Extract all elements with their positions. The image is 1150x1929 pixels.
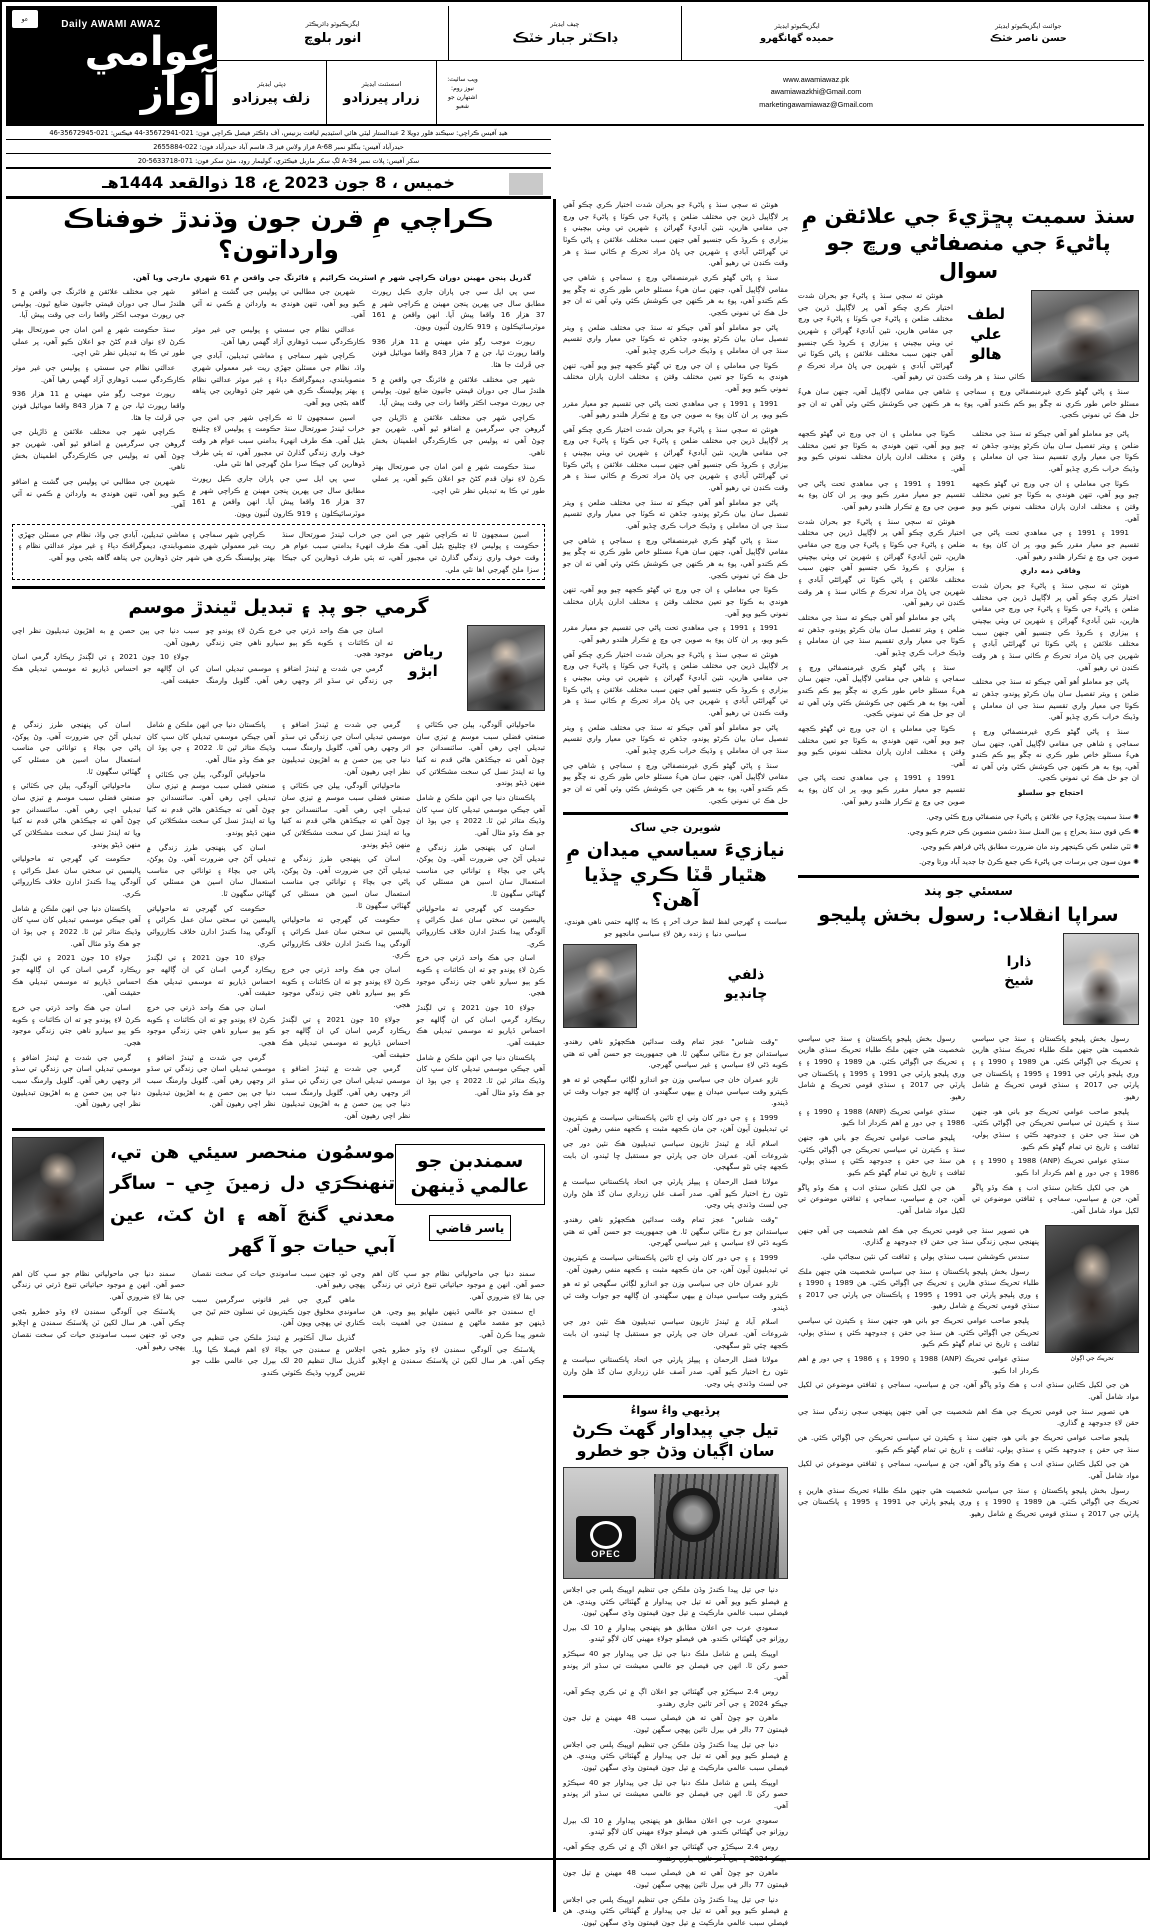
- para: جولاءِ 10 جون 2021 ۽ تي لڳندڙ ريڪارڊ گرمي اسان کي ان ڳالهه جو احساس ڏياريو ته موسمي تبديلي هڪ حقيقت آهي.: [146, 953, 276, 998]
- divider: [12, 586, 545, 589]
- para: پاڻي جو معاملو اُهو آهي جيڪو ته سنڌ جي مختلف ضلعن ۽ ويتر تفصيل سان بيان ڪرڻو پوندو، جڏهن ته ڪوٽا جي معيار واري تقسيم سنڌ جي ان معاملي ۽ وڌيڪ خراب ڪري ڇڏيو آهي.: [563, 497, 788, 531]
- para: حڪومت کي گهرجي ته ماحولياتي پاليسين تي سختي سان عمل ڪرائي ۽ آلودگي پيدا ڪندڙ ادارن خلاف ڪارروائي ڪري.: [281, 915, 411, 960]
- lead-article-demands-list: [798, 811, 1139, 869]
- mid-top-continuation: [563, 199, 788, 806]
- para: 1991 ۽ 1991 ۽ جي معاهدي تحت پاڻي جي تقسيم جو معيار مقرر ڪيو ويو، پر ان کان پوءِ به صوبن جي وچ ۾ تڪرار هلندو رهيو آهي.: [798, 773, 965, 806]
- staff-name: ڊاڪٽر جبار خٽڪ: [512, 31, 618, 47]
- author-photo-riaz: [467, 625, 545, 711]
- staff-cell-exec-editor: [681, 6, 913, 60]
- photo-zulfi-chandio: [563, 944, 637, 1028]
- para: اسلام آباد ۾ ٿيندڙ تازيون سياسي تبديليون هڪ نئين دور جي شروعات آهن. عمران خان جي پارٽي جو مستقبل ڇا ٿيندو، ان بابت ڪجهه چئي نٿو سگهجي.: [563, 1139, 788, 1172]
- pump-wheel-graphic: [666, 1488, 720, 1542]
- masthead-logo: [6, 6, 216, 124]
- author-last-name: شيخ: [1004, 972, 1034, 989]
- para: پاڪستان دنيا جي انهن ملڪن ۾ شامل آهي جيڪي موسمي تبديلي کان سڀ کان وڌيڪ متاثر ٿين ٿا. 2022 ۽ جي ٻوڏ ان جو هڪ وڏو مثال آهي.: [12, 903, 141, 948]
- staff-role: اسسٽنٽ ايڊيٽر: [361, 79, 402, 88]
- para: هونئن ته سڄي سنڌ ۽ پاڻيءَ جو بحران شدت اختيار ڪري چڪو آهي پر لاڳاپيل ڌرين جي مختلف ضلعن ۽ پاڻيءَ جي ڪوٽا ۽ پاڻيءَ جي ورڇ جي مقامي هارين، نئين آباديءَ گهرائن ۽ شهرين تي ويٺي بيچيني ۽ بيزاري ۽ ڪروڌ ڪي جنسيو آهي جنهن سبب مختلف علائقن ۽ پاڻي ڪوٽا تي گهرائڻي آبادي ۽ شهرين جي ڀاڻ مراد تحرڪ مِ ڪاٺي سنڌ ۽ هر وقت ڪنڊن تي رهيو آهي.: [798, 290, 1025, 382]
- para: اسان کي پنهنجي طرز زندگي ۾ تبديلي آڻڻ جي ضرورت آهي. وڻ پوکڻ، پاڻي جي بچاءَ ۽ توانائي جي مناسب استعمال سان اسين هن مسئلي کي گهٽائي سگهون ٿا.: [416, 842, 545, 899]
- staff-name: حسن ناصر خٽڪ: [990, 33, 1067, 45]
- bottom-photo-wrap: [1045, 1225, 1139, 1362]
- para: عدالتي نظام جي سستي ۽ پوليس جي غير موثر ڪارڪردگي سبب ڏوهاري آزاد گهمي رهيا آهن.: [192, 325, 365, 346]
- para: ماهرن جو چوڻ آهي ته هن فيصلي سبب 48 مهينن ۾ تيل جون قيمتون 77 ڊالر في بيرل تائين پهچي سگهن ٿيون.: [563, 1713, 788, 1735]
- para: گرمي جي شدت ۾ ٿيندڙ اضافو ۽ موسمي تبديلي اسان جي زندگي تي سڌو اثر وجهي رهي آهي. گلوبل وارمنگ سبب دنيا جي ٻين حصن ۾ به اهڙيون تبديليون نظر اچي رهيون آهن.: [281, 719, 411, 776]
- para: سنڌ حڪومت شهر ۾ امن امان جي صورتحال بهتر ڪرڻ لاءِ نوان قدم کڻڻ جو اعلان ڪيو آهي، پر عملي طور تي ڪا به تبديلي نظر نٿي اچي.: [372, 462, 545, 495]
- para: ڪراچي شهر جي مختلف علائقن ۾ ڌاڙيلن جي گروهن جي سرگرمين ۾ اضافو ٿيو آهي. شهرين جو چوڻ آهي ته پوليس جي ڪارڪردگي اطمينان بخش ناهي.: [372, 412, 545, 457]
- para: گذريل سال آڪٽوبر ۾ ٿيندڙ ملڪن جي تنظيم جي اجلاس ۾ سمنڊن جي بچاءَ لاءِ اهم فيصلا ڪيا ويا. گذريل سال تنظيم 20 لک بيرل جي عالمي طلب جو تقريبن گروپ وڌيڪ ڪٽوتي ڪندو.: [192, 1332, 365, 1377]
- author-name-riaz: رياض ابڙو: [402, 641, 444, 681]
- para: اوپيڪ پلس ۾ شامل ملڪ دنيا جي تيل جي پيداوار جو 40 سيڪڙو حصو رکن ٿا. انهن جي فيصلن جو عالمي معيشت تي سڌو اثر پوندو آهي.: [563, 1777, 788, 1810]
- para: هي تصوير سنڌ جي قومي تحريڪ جي هڪ اهم شخصيت جي آهي جنهن پنهنجي سڄي زندگي سنڌ جي حقن لاءِ جدوجهد ۾ گذاري.: [798, 1406, 1139, 1428]
- para: حڪومت کي گهرجي ته ماحولياتي پاليسين تي سختي سان عمل ڪرائي ۽ آلودگي پيدا ڪندڙ ادارن خلاف ڪارروائي ڪري.: [146, 903, 276, 948]
- para: روس 2.4 سيڪڙو جي گهٽتائي جو اعلان اڳ ۾ ئي ڪري چڪو آهي، جيڪو 2024 ۽ جي آخر تائين جاري رهندو.: [563, 1841, 788, 1863]
- para: هونئن ته سڄي سنڌ ۽ پاڻيءَ جو بحران شدت اختيار ڪري چڪو آهي پر لاڳاپيل ڌرين جي مختلف ضلعن ۽ پاڻيءَ جي ڪوٽا ۽ پاڻيءَ جي ورڇ جي مقامي هارين، نئين آباديءَ گهرائن ۽ شهرين تي ويٺي بيچيني ۽ بيزاري ۽ ڪروڌ ڪي جنسيو آهي جنهن سبب مختلف علائقن ۽ پاڻي ڪوٽا تي گهرائڻي آبادي ۽ شهرين جي ڀاڻ مراد تحرڪ مِ ڪاٺي سنڌ ۽ هر وقت ڪنڊن تي رهيو آهي.: [798, 516, 965, 608]
- mid-article-body: [563, 1036, 788, 1389]
- para: سنڌ ۽ پاڻي گهڻو ڪري غيرمنصفاڻي ورڇ ۽ سماجي ۽ شاهي جي مقامي لاڳاپيل آهي، جنهن سان هيءُ مسئلو خاص طور ڪري نه چڱو ٻيو ڪم ڪندو آهي، پوءِ به هر ڪنهن جي ڪوشش ڪئي وئي آهي ته ان جو حل هڪ ئي نموني ڪجي.: [798, 662, 965, 719]
- article-ocean-headline: سمندبن جو عالمي ڏينهن: [395, 1144, 545, 1205]
- para: 1999 ۽ ۽ جي دور کان وٺي اڄ تائين پاڪستاني سياست ۾ ڪيتريون ئي تبديليون آيون آهن، جن مان ڪجهه مثبت ۽ ڪجهه منفي رهيون آهن.: [563, 1253, 788, 1274]
- author-photo-zulfi-wrap: [563, 944, 637, 1028]
- para: 1991 ۽ 1991 ۽ جي معاهدي تحت پاڻي جي تقسيم جو معيار مقرر ڪيو ويو، پر ان کان پوءِ به صوبن جي وچ ۾ تڪرار هلندو رهيو آهي.: [972, 528, 1139, 561]
- lead-article-body: [798, 428, 1139, 807]
- karachi-intro: گذريل پنجن مهينن دوران ڪراچي شهر مِ اسٽريٽ ڪرائيم ۽ فائرنگ جي واقعن مِ 61 شهري مارجي ويا آهن.: [132, 272, 531, 282]
- para: گرمي جي شدت ۾ ٿيندڙ اضافو ۽ موسمي تبديلي اسان جي زندگي تي سڌو اثر وجهي رهي آهي. گلوبل وارمنگ سبب دنيا جي ٻين حصن ۾ به اهڙيون تبديليون نظر اچي رهيون آهن.: [12, 625, 393, 685]
- para: دنيا جي تيل پيدا ڪندڙ وڏن ملڪن جي تنظيم اوپيڪ پلس جي اجلاس ۾ فيصلو ڪيو ويو آهي ته تيل جي پيداوار ۾ گهٽتائي ڪئي ويندي. هن فيصلي سبب عالمي مارڪيٽ ۾ تيل جون قيمتون وڌي سگهن ٿيون.: [563, 1584, 788, 1618]
- contact-labels-cell: [436, 61, 488, 124]
- para: ڪوٽا جي معاملي ۽ ان جي ورڇ تي گهڻو ڪجهه چيو ويو آهي، تنهن هوندي به ڪوٽا جو تعين مختلف وقتن ۽ مختلف ادارن پاران مختلف نموني ڪيو ويو آهي.: [972, 478, 1139, 523]
- para: رپورٽ موجب رڳو مئي مهيني ۾ 11 هزار 936 واقعا رپورٽ ٿيا، جن ۾ 7 هزار 843 واقعا موبائيل فونن جي ڦرلٽ جا هئا.: [372, 336, 546, 370]
- para: رپورٽ موجب رڳو مئي مهيني ۾ 11 هزار 936 واقعا رپورٽ ٿيا، جن ۾ 7 هزار 843 واقعا موبائيل فونن جي ڦرلٽ جا هئا.: [12, 389, 186, 422]
- para: ڪوٽا جي معاملي ۽ ان جي ورڇ تي گهڻو ڪجهه چيو ويو آهي، تنهن هوندي به ڪوٽا جو تعين مختلف وقتن ۽ مختلف ادارن پاران مختلف نموني ڪيو ويو آهي.: [798, 429, 965, 474]
- para: جولاءِ 10 جون 2021 ۽ تي لڳندڙ ريڪارڊ گرمي اسان کي ان ڳالهه جو احساس ڏياريو ته موسمي تبديلي هڪ حقيقت آهي.: [12, 953, 141, 998]
- para: تازو عمران خان جي سياسي وزن جو اندازو لڳائي سگهجي ٿو ته هو ڪيترو وقت سياسي ميدان ۾ بيهي سگهندو. ان ڳالهه جو جواب وقت ئي ڏيندو.: [563, 1074, 788, 1108]
- mid-author-area: [563, 944, 788, 1032]
- oil-article-kicker: پرڏيهي واءُ سواءُ: [630, 1404, 721, 1418]
- dateline-text: خميس ، 8 جون 2023 ع، 18 ذوالقعد 1444هـ: [102, 173, 455, 192]
- para: هن جي لکيل ڪتابن سنڌي ادب ۽ هڪ وڏو ڀاڱو آهن، جن ۾ سياسي، سماجي ۽ ثقافتي موضوعن تي لکيل مواد شامل آهي.: [798, 1459, 1139, 1481]
- para: سي پي ايل سي جي پاران جاري ڪيل رپورٽ مطابق سال جي پهرين پنجن مهينن ۾ ڪراچي شهر ۾ 37 هزار 16 واقعا پيش آيا. انهن واقعن ۾ 161 موٽرسائيڪلون ۽ 919 ڪارون لُٽيون ويون.: [372, 287, 545, 332]
- main-content-grid: [6, 199, 1144, 1927]
- oil-article-headline: تيل جي پيداوار گهٽ ڪرڻ سان اڳيان وڌڻ جو خطرو: [572, 1420, 779, 1461]
- oil-article-body: [563, 1584, 788, 1929]
- staff-cell-exec-director: [216, 6, 448, 60]
- para: ماهرن جو چوڻ آهي ته هن فيصلي سبب 48 مهينن ۾ تيل جون قيمتون 77 ڊالر في بيرل تائين پهچي سگهن ٿيون.: [563, 1868, 788, 1889]
- photo-yasir-qazi: [12, 1137, 104, 1241]
- para: پاڪستان دنيا جي انهن ملڪن ۾ شامل آهي جيڪي موسمي تبديلي کان سڀ کان وڌيڪ متاثر ٿين ٿا. 2022 ۽ جي ٻوڏ ان جو هڪ وڏو مثال آهي.: [416, 1052, 545, 1097]
- staff-row-top: [216, 6, 1144, 61]
- bottom-left-photo-area: [798, 1225, 1139, 1523]
- subhead: وفاقي ذمه داري: [1020, 566, 1081, 576]
- column-middle: [558, 199, 793, 1927]
- para: سنڌ ۽ پاڻي گهڻو ڪري غيرمنصفاڻي ورڇ ۽ سماجي ۽ شاهي جي مقامي لاڳاپيل آهي، جنهن سان هيءُ مسئلو خاص طور ڪري نه چڱو ٻيو ڪم ڪندو آهي، پوءِ به هر ڪنهن جي ڪوشش ڪئي وئي آهي ته ان جو حل هڪ ئي نموني ڪجي.: [563, 535, 788, 580]
- para: رسول بخش پليجو پاڪستان ۽ سنڌ جي سياسي شخصيت هئي جنهن ملڪ طلباء تحريڪ سنڌي هارين ۽ تحريڪ جي اڳواڻي ڪئي. هن 1989 ۽ 1990 ۽ ۽ وري پليجو پارٽي جي 1991 ۽ 1995 ۽ پاڪستان جي پارٽي جي 2017 ۽ سنڌي قومي تحريڪ ۾ شامل رهيو.: [972, 1033, 1140, 1101]
- para: ڪوٽا جي معاملي ۽ ان جي ورڇ تي گهڻو ڪجهه چيو ويو آهي، تنهن هوندي به ڪوٽا جو تعين مختلف وقتن ۽ مختلف ادارن پاران مختلف نموني ڪيو ويو آهي.: [563, 360, 788, 393]
- list-item: ✺ سنڌ سميت پڇڙيءَ جي علائقن ۽ پاڻيءَ جي منصفاڻي ورڇ ڪئي وڃي.: [798, 811, 1139, 824]
- para: ڪوٽا جي معاملي ۽ ان جي ورڇ تي گهڻو ڪجهه چيو ويو آهي، تنهن هوندي به ڪوٽا جو تعين مختلف وقتن ۽ مختلف ادارن پاران مختلف نموني ڪيو ويو آهي.: [563, 585, 788, 618]
- para: اسان جي هڪ واحد ڌرتي جي خرچ ڪرڻ لاءِ پوندو چو ته ان ڪائنات ۽ ڪوبه ڪو ٻيو سيارو ناهي جتي زندگي موجود هجي.: [281, 965, 411, 1010]
- deputy-editor-cell: [216, 61, 326, 124]
- photo-riaz-abro: [467, 625, 545, 711]
- para: ڪراچي شهر جي مختلف علائقن ۾ ڌاڙيلن جي گروهن جي سرگرمين ۾ اضافو ٿيو آهي. شهرين جو چوڻ آهي ته پوليس جي ڪارڪردگي اطمينان بخش ناهي.: [12, 427, 185, 472]
- ocean-title-block: [395, 1141, 545, 1241]
- article-karachi-crime-body: [12, 272, 545, 520]
- para: سمنڊ دنيا جي ماحولياتي نظام جو سڀ کان اهم حصو آهن. انهن ۾ موجود حياتياتي تنوع ڌرتي تي زندگي جي بقا لاءِ ضروري آهي.: [372, 1268, 545, 1301]
- para: اسان جي هڪ واحد ڌرتي جي خرچ ڪرڻ لاءِ پوندو چو ته ان ڪائنات ۽ ڪوبه ڪو ٻيو سيارو ناهي جتي زندگي موجود هجي.: [416, 953, 545, 998]
- para: شهرين جي مطالبي تي پوليس جي گشت ۾ اضافو ڪيو ويو آهي، تنهن هوندي به وارداتن ۾ ڪمي نه آئي آهي.: [12, 477, 185, 510]
- staff-name: انور بلوچ: [304, 31, 362, 47]
- staff-cell-chief-editor: [448, 6, 680, 60]
- column-divider-right: [553, 199, 556, 1912]
- para: اسان کي پنهنجي طرز زندگي ۾ تبديلي آڻڻ جي ضرورت آهي. وڻ پوکڻ، پاڻي جي بچاءَ ۽ توانائي جي مناسب استعمال سان اسين هن مسئلي کي گهٽائي سگهون ٿا.: [12, 719, 141, 776]
- para: گرمي جي شدت ۾ ٿيندڙ اضافو ۽ موسمي تبديلي اسان جي زندگي تي سڌو اثر وجهي رهي آهي. گلوبل وارمنگ سبب دنيا جي ٻين حصن ۾ به اهڙيون تبديليون نظر اچي رهيون آهن.: [12, 1052, 141, 1109]
- author-photo-lutuf-wrap: [1031, 290, 1139, 382]
- para: سنڌ حڪومت شهر ۾ امن امان جي صورتحال بهتر ڪرڻ لاءِ نوان قدم کڻڻ جو اعلان ڪيو آهي، پر عملي طور تي ڪا به تبديلي نظر نٿي اچي.: [12, 325, 185, 358]
- para: پاڻي جو معاملو اُهو آهي جيڪو ته سنڌ جي مختلف ضلعن ۽ ويتر تفصيل سان بيان ڪرڻو پوندو، جڏهن ته ڪوٽا جي معيار واري تقسيم سنڌ جي ان معاملي ۽ وڌيڪ خراب ڪري ڇڏيو آهي.: [563, 322, 788, 355]
- sustainability-headline: سراپا انقلاب: رسول بخش پليجو: [818, 904, 1119, 927]
- sustainability-kicker: سسئي جو پند: [924, 884, 1013, 900]
- author-photo-zara-wrap: [1063, 933, 1139, 1025]
- mid-article-intro: سياست ۽ گهرجي لفظ لفظ حرف آخر ۽ ڪا به ڳالهه حتمي ناهي هوندي، سياسي دنيا ۽ زنده رهڻ لاءِ سياسي مانجهو جو: [564, 918, 787, 938]
- para: مولانا فضل الرحمان ۽ پيپلز پارٽي جي اتحاد پاڪستاني سياست ۾ نئون رخ اختيار ڪيو آهي. صدر آصف علي زرداري سان گڏ هلڻ وارن جي لسٽ وڌندي پئي وڃي.: [563, 1177, 788, 1210]
- para: سنڌ ۽ پاڻي گهڻو ڪري غيرمنصفاڻي ورڇ ۽ سماجي ۽ شاهي جي مقامي لاڳاپيل آهي، جنهن سان هيءُ مسئلو خاص طور ڪري نه چڱو ٻيو ڪم ڪندو آهي، پوءِ به هر ڪنهن جي ڪوشش ڪئي وئي آهي ته ان جو حل هڪ ئي نموني ڪجي.: [563, 760, 788, 805]
- para: جولاءِ 10 جون 2021 ۽ تي لڳندڙ ريڪارڊ گرمي اسان کي ان ڳالهه جو احساس ڏياريو ته موسمي تبديلي هڪ حقيقت آهي.: [416, 1003, 545, 1047]
- website-label: ويب سائيٽ:: [447, 75, 478, 83]
- para: سعودي عرب جي اعلان مطابق هو پنهنجي پيداوار ۾ 10 لک بيرل روزانو جي گهٽتائي ڪندو. هي فيصلو جولاءِ مهيني کان لاڳو ٿيندو.: [563, 1815, 788, 1837]
- para: ماهي گيري جي غير قانوني سرگرمين سبب سامونڊي مخلوق جون ڪيتريون ئي نسلون ختم ٿيڻ جي ڪناري تي پهچي ويون آهن.: [192, 1294, 365, 1328]
- opec-illustration: [563, 1467, 788, 1579]
- para: سنڌ ۽ پاڻي گهڻو ڪري غيرمنصفاڻي ورڇ ۽ سماجي ۽ شاهي جي مقامي لاڳاپيل آهي، جنهن سان هيءُ مسئلو خاص طور ڪري نه چڱو ٻيو ڪم ڪندو آهي، پوءِ به هر ڪنهن جي ڪوشش ڪئي وئي آهي ته ان جو حل هڪ ئي نموني ڪجي.: [972, 726, 1139, 783]
- address-karachi: هيڊ آفيس ڪراچي: سيڪنڊ فلور ڊويلا 2 عبدالستار ليٽي هائي اسٽيڊيم ليافت بزنيس، آف ڊاڪٽر فيصل ڪراچي فون: 021-35672941-44 فيڪس: 021-35672945-46: [6, 126, 551, 140]
- para: پاڻي جو معاملو اُهو آهي جيڪو ته سنڌ جي مختلف ضلعن ۽ ويتر تفصيل سان بيان ڪرڻو پوندو، جڏهن ته ڪوٽا جي معيار واري تقسيم سنڌ جي ان معاملي ۽ وڌيڪ خراب ڪري ڇڏيو آهي.: [563, 722, 788, 755]
- article-karachi-crime-headline: ڪراچي مِ قرن جون وڌندڙ خوفناڪ وارداتون؟: [63, 204, 494, 265]
- staff-cell-joint-editor: [913, 6, 1144, 60]
- para: 1999 ۽ ۽ جي دور کان وٺي اڄ تائين پاڪستاني سياست ۾ ڪيتريون ئي تبديليون آيون آهن، جن مان ڪجهه مثبت ۽ ڪجهه منفي رهيون آهن.: [563, 1112, 788, 1134]
- para: پلاسٽڪ جي آلودگي سمنڊن لاءِ وڏو خطرو بڻجي چڪي آهي. هر سال لکين ٽن پلاسٽڪ سمنڊن ۾ اڇلايو وڃي ٿو، جنهن سبب سامونڊي حيات کي سخت نقصان پهچي رهيو آهي.: [12, 1306, 185, 1351]
- staff-role: ايگزيڪيوٽو ايڊيٽر: [774, 22, 820, 31]
- para: پليجو صاحب عوامي تحريڪ جو باني هو، جنهن سنڌ ۽ ڪيترن ئي سياسي تحريڪن جي اڳواڻي ڪئي. هن سنڌ جي حقن ۽ جدوجهد ڪئي ۽ سنڌي ٻولي، ثقافت ۽ تاريخ تي تمام گهڻو ڪم ڪيو.: [972, 1106, 1139, 1151]
- article-weather-body: [12, 719, 545, 1122]
- para: ماحولياتي آلودگي، ٻيلن جي ڪٽائي ۽ صنعتي فضلي سبب موسم ۾ تيزي سان تبديلي اچي رهي آهي. سائنسدانن جو چوڻ آهي ته جيڪڏهن هاڻي قدم نه کنيا ويا ته ايندڙ نسل کي سخت مشڪلاتن کي منهن ڏيڻو پوندو.: [281, 781, 411, 849]
- author-first-name: ذارا: [1006, 953, 1032, 970]
- para: روس 2.4 سيڪڙو جي گهٽتائي جو اعلان اڳ ۾ ئي ڪري چڪو آهي، جيڪو 2024 ۽ جي آخر تائين جاري رهندو.: [563, 1687, 788, 1708]
- staff-name: حميده گهانگهرو: [760, 33, 835, 45]
- para: پليجو صاحب عوامي تحريڪ جو باني هو، جنهن سنڌ ۽ ڪيترن ئي سياسي تحريڪن جي اڳواڻي ڪئي. هن سنڌ جي حقن ۽ جدوجهد ڪئي ۽ سنڌي ٻولي، ثقافت ۽ تاريخ تي تمام گهڻو ڪم ڪيو.: [798, 1132, 965, 1177]
- para: اڄ سمنڊن جو عالمي ڏينهن ملهايو پيو وڃي. هن ڏينهن جو مقصد ماڻهن ۾ سمنڊن جي اهميت بابت شعور پيدا ڪرڻ آهي.: [372, 1306, 545, 1339]
- para: سنڌ ۽ پاڻي گهڻو ڪري غيرمنصفاڻي ورڇ ۽ سماجي ۽ شاهي جي مقامي لاڳاپيل آهي، جنهن سان هيءُ مسئلو خاص طور ڪري نه چڱو ٻيو ڪم ڪندو آهي، پوءِ به هر ڪنهن جي ڪوشش ڪئي وئي آهي ته ان جو حل هڪ ئي نموني ڪجي.: [798, 387, 1139, 420]
- para: اسان جي هڪ واحد ڌرتي جي خرچ ڪرڻ لاءِ پوندو چو ته ان ڪائنات ۽ ڪوبه ڪو ٻيو سيارو ناهي جتي زندگي موجود هجي.: [146, 1003, 276, 1047]
- masthead-english-title: Daily AWAMI AWAZ: [61, 18, 161, 30]
- para: 1991 ۽ 1991 ۽ جي معاهدي تحت پاڻي جي تقسيم جو معيار مقرر ڪيو ويو، پر ان کان پوءِ به صوبن جي وچ ۾ تڪرار هلندو رهيو آهي.: [798, 478, 965, 512]
- para: عدالتي نظام جي سستي ۽ پوليس جي غير موثر ڪارڪردگي سبب ڏوهاري آزاد گهمي رهيا آهن.: [12, 363, 185, 384]
- para: ماحولياتي آلودگي، ٻيلن جي ڪٽائي ۽ صنعتي فضلي سبب موسم ۾ تيزي سان تبديلي اچي رهي آهي. سائنسدانن جو چوڻ آهي ته جيڪڏهن هاڻي قدم نه کنيا ويا ته ايندڙ نسل کي سخت مشڪلاتن کي منهن ڏيڻو پوندو.: [416, 719, 545, 788]
- divider: [12, 1128, 545, 1131]
- para: ماحولياتي آلودگي، ٻيلن جي ڪٽائي ۽ صنعتي فضلي سبب موسم ۾ تيزي سان تبديلي اچي رهي آهي. سائنسدانن جو چوڻ آهي ته جيڪڏهن هاڻي قدم نه کنيا ويا ته ايندڙ نسل کي سخت مشڪلاتن کي منهن ڏيڻو پوندو.: [12, 781, 141, 849]
- author-name-zulfi: ذلفي چانڊيو: [724, 966, 768, 1002]
- article-weather-head-area: [12, 625, 545, 715]
- website-url[interactable]: www.awamiawaz.pk: [782, 75, 850, 85]
- address-sukkur: سکر آفيس: پلاٽ نمبر A-34 لڳ سکر ماربل فيڪٽري، گوليمار روڊ، مٺڻ سکر فون: 071-5633718-20: [137, 156, 420, 165]
- author-name-lutuf: لطف علي هالو: [966, 304, 1006, 364]
- article-weather-headline: گرمي جو پڊ ۽ تبديل ٿيندڙ موسم: [128, 596, 429, 619]
- staff-role: چيف ايڊيٽر: [550, 20, 580, 29]
- para: پاڻي جو معاملو اُهو آهي جيڪو ته سنڌ جي مختلف ضلعن ۽ ويتر تفصيل سان بيان ڪرڻو پوندو، جڏهن ته ڪوٽا جي معيار واري تقسيم سنڌ جي ان معاملي ۽ وڌيڪ خراب ڪري ڇڏيو آهي.: [972, 429, 1139, 474]
- para: سنڌي عوامي تحريڪ (ANP) 1988 ۽ 1990 ۽ ۽ 1986 ۽ جي دور ۾ اهم ڪردار ادا ڪيو.: [798, 1106, 965, 1128]
- author-name-yasir: ياسر قاضي: [429, 1215, 512, 1241]
- para: حڪومت کي گهرجي ته ماحولياتي پاليسين تي سختي سان عمل ڪرائي ۽ آلودگي پيدا ڪندڙ ادارن خلاف ڪارروائي ڪري.: [12, 854, 141, 899]
- address-block: [6, 126, 551, 169]
- para: ماحولياتي آلودگي، ٻيلن جي ڪٽائي ۽ صنعتي فضلي سبب موسم ۾ تيزي سان تبديلي اچي رهي آهي. سائنسدانن جو چوڻ آهي ته جيڪڏهن هاڻي قدم نه کنيا ويا ته ايندڙ نسل کي سخت مشڪلاتن کي منهن ڏيڻو پوندو.: [146, 769, 276, 837]
- sustainability-author-area: [798, 933, 1139, 1029]
- para: دنيا جي تيل پيدا ڪندڙ وڏن ملڪن جي تنظيم اوپيڪ پلس جي اجلاس ۾ فيصلو ڪيو ويو آهي ته تيل جي پيداوار ۾ گهٽتائي ڪئي ويندي. هن فيصلي سبب عالمي مارڪيٽ ۾ تيل جون قيمتون وڌي سگهن ٿيون.: [563, 1739, 788, 1773]
- article-ocean-body: [12, 1268, 545, 1379]
- para: پاڻي جو معاملو اُهو آهي جيڪو ته سنڌ جي مختلف ضلعن ۽ ويتر تفصيل سان بيان ڪرڻو پوندو، جڏهن ته ڪوٽا جي معيار واري تقسيم سنڌ جي ان معاملي ۽ وڌيڪ خراب ڪري ڇڏيو آهي.: [798, 612, 965, 657]
- staff-name: زلف پيرزادو: [232, 90, 311, 106]
- masthead-staff-panel: [216, 6, 1144, 124]
- para: اسين سمجهون ٿا ته ڪراچي شهر جي امن جي خراب ٿيندڙ صورتحال سنڌ حڪومت ۽ پوليس لاءِ چئلينج بڻيل آهي. هڪ طرف انهيءَ بدامني سبب عوام هر وقت خوف واري زندگي گذارڻ تي مجبور آهي، ته ٻئي طرف ڏوهارين کي جيڪا سزا ملڻ گهرجي اها نٿي ملي.: [282, 529, 539, 574]
- para: هونئن ته سڄي سنڌ ۽ پاڻيءَ جو بحران شدت اختيار ڪري چڪو آهي پر لاڳاپيل ڌرين جي مختلف ضلعن ۽ پاڻيءَ جي ڪوٽا ۽ پاڻيءَ جي ورڇ جي مقامي هارين، نئين آباديءَ گهرائن ۽ شهرين تي ويٺي بيچيني ۽ بيزاري ۽ ڪروڌ ڪي جنسيو آهي جنهن سبب مختلف علائقن ۽ پاڻي ڪوٽا تي گهرائڻي آبادي ۽ شهرين جي ڀاڻ مراد تحرڪ مِ ڪاٺي سنڌ ۽ هر وقت ڪنڊن تي رهيو آهي.: [563, 424, 788, 493]
- ads-label: اشتهارن جو شعبو: [447, 93, 478, 110]
- para: حڪومت کي گهرجي ته ماحولياتي پاليسين تي سختي سان عمل ڪرائي ۽ آلودگي پيدا ڪندڙ ادارن خلاف ڪارروائي ڪري.: [416, 903, 545, 948]
- para: سي پي ايل سي جي پاران جاري ڪيل رپورٽ مطابق سال جي پهرين پنجن مهينن ۾ ڪراچي شهر ۾ 37 هزار 16 واقعا پيش آيا. انهن واقعن ۾ 161 موٽرسائيڪلون ۽ 919 ڪارون لُٽيون ويون.: [192, 474, 365, 518]
- sustainability-body: [798, 1033, 1139, 1220]
- list-item: ✺ ڪي قوي سنڌ بحراج ۽ بين المنل سنڌ دشمن منصوبن ڪي خترم ڪيو وڃي.: [798, 826, 1139, 839]
- para: هونئن ته سڄي سنڌ ۽ پاڻيءَ جو بحران شدت اختيار ڪري چڪو آهي پر لاڳاپيل ڌرين جي مختلف ضلعن ۽ پاڻيءَ جي ڪوٽا ۽ پاڻيءَ جي ورڇ جي مقامي هارين، نئين آباديءَ گهرائن ۽ شهرين تي ويٺي بيچيني ۽ بيزاري ۽ ڪروڌ ڪي جنسيو آهي جنهن سبب مختلف علائقن ۽ پاڻي ڪوٽا تي گهرائڻي آبادي ۽ شهرين جي ڀاڻ مراد تحرڪ مِ ڪاٺي سنڌ ۽ هر وقت ڪنڊن تي رهيو آهي.: [563, 200, 788, 268]
- masthead-addresses-and-date: [6, 126, 551, 199]
- para: پليجو صاحب عوامي تحريڪ جو باني هو، جنهن سنڌ ۽ ڪيترن ئي سياسي تحريڪن جي اڳواڻي ڪئي. هن سنڌ جي حقن ۽ جدوجهد ڪئي ۽ سنڌي ٻولي، ثقافت ۽ تاريخ تي تمام گهڻو ڪم ڪيو.: [798, 1316, 1039, 1349]
- article-ocean-head-area: [12, 1137, 545, 1263]
- para: سنڌ ۽ پاڻي گهڻو ڪري غيرمنصفاڻي ورڇ ۽ سماجي ۽ شاهي جي مقامي لاڳاپيل آهي، جنهن سان هيءُ مسئلو خاص طور ڪري نه چڱو ٻيو ڪم ڪندو آهي، پوءِ به هر ڪنهن جي ڪوشش ڪئي وئي آهي ته ان جو حل هڪ ئي نموني ڪجي.: [563, 272, 788, 317]
- para: هن جي لکيل ڪتابن سنڌي ادب ۽ هڪ وڏو ڀاڱو آهن، جن ۾ سياسي، سماجي ۽ ثقافتي موضوعن تي لکيل مواد شامل آهي.: [972, 1182, 1139, 1215]
- para: اوپيڪ پلس ۾ شامل ملڪ دنيا جي تيل جي پيداوار جو 40 سيڪڙو حصو رکن ٿا. انهن جي فيصلن جو عالمي معيشت تي سڌو اثر پوندو آهي.: [563, 1649, 788, 1682]
- mid-article-kicker: شويرن جي ساک: [629, 821, 721, 835]
- para: هونئن ته سڄي سنڌ ۽ پاڻيءَ جو بحران شدت اختيار ڪري چڪو آهي پر لاڳاپيل ڌرين جي مختلف ضلعن ۽ پاڻيءَ جي ڪوٽا ۽ پاڻيءَ جي ورڇ جي مقامي هارين، نئين آباديءَ گهرائن ۽ شهرين تي ويٺي بيچيني ۽ بيزاري ۽ ڪروڌ ڪي جنسيو آهي جنهن سبب مختلف علائقن ۽ پاڻي ڪوٽا تي گهرائڻي آبادي ۽ شهرين جي ڀاڻ مراد تحرڪ مِ ڪاٺي سنڌ ۽ هر وقت ڪنڊن تي رهيو آهي.: [972, 580, 1139, 672]
- karachi-closing-copy: [18, 529, 539, 576]
- para: رسول بخش پليجو پاڪستان ۽ سنڌ جي سياسي شخصيت هئي جنهن ملڪ طلباء تحريڪ سنڌي هارين ۽ تحريڪ جي اڳواڻي ڪئي. هن 1989 ۽ 1990 ۽ ۽ وري پليجو پارٽي جي 1991 ۽ 1995 ۽ پاڪستان جي پارٽي جي 2017 ۽ سنڌي قومي تحريڪ ۾ شامل رهيو.: [798, 1033, 966, 1101]
- assistant-editor-cell: [326, 61, 436, 124]
- para: اسان کي پنهنجي طرز زندگي ۾ تبديلي آڻڻ جي ضرورت آهي. وڻ پوکڻ، پاڻي جي بچاءَ ۽ توانائي جي مناسب استعمال سان اسين هن مسئلي کي گهٽائي سگهون ٿا.: [281, 854, 411, 910]
- lead-head-area: [798, 290, 1139, 424]
- para: اسين سمجهون ٿا ته ڪراچي شهر جي امن جي خراب ٿيندڙ صورتحال سنڌ حڪومت ۽ پوليس لاءِ چئلينج بڻيل آهي. هڪ طرف انهيءَ بدامني سبب عوام هر وقت خوف واري زندگي گذارڻ تي مجبور آهي، ته ٻئي طرف ڏوهارين کي جيڪا سزا ملڻ گهرجي اها نٿي ملي.: [192, 412, 365, 469]
- staff-name: زرار پيرزادو: [343, 90, 420, 106]
- para: پلاسٽڪ جي آلودگي سمنڊن لاءِ وڏو خطرو بڻجي چڪي آهي. هر سال لکين ٽن پلاسٽڪ سمنڊن ۾ اڇلايو وڃي ٿو، جنهن سبب سامونڊي حيات کي سخت نقصان پهچي رهيو آهي.: [192, 1268, 545, 1366]
- para: 1991 ۽ 1991 ۽ جي معاهدي تحت پاڻي جي تقسيم جو معيار مقرر ڪيو ويو، پر ان کان پوءِ به صوبن جي وچ ۾ تڪرار هلندو رهيو آهي.: [563, 398, 788, 420]
- para: سندس ڪوششن سبب سنڌي ٻولي ۽ ثقافت کي نئين سڃاڻپ ملي.: [820, 1251, 1029, 1261]
- author-name-zara: [989, 953, 1049, 991]
- list-item: ✺ ٺٽي ضلعي ڪي ڪينجهر ونڊ مان ضرورت مطابق پاڻي فراهم ڪيو وڃي.: [798, 841, 1139, 854]
- mid-article-headline: نيازيءَ سياسي ميدان مِ هٿيار ڦٽا ڪري ڇڏيا آهن؟: [566, 839, 785, 911]
- para: سنڌي عوامي تحريڪ (ANP) 1988 ۽ 1990 ۽ ۽ 1986 ۽ جي دور ۾ اهم ڪردار ادا ڪيو.: [972, 1156, 1139, 1177]
- para: گرمي جي شدت ۾ ٿيندڙ اضافو ۽ موسمي تبديلي اسان جي زندگي تي سڌو اثر وجهي رهي آهي. گلوبل وارمنگ سبب دنيا جي ٻين حصن ۾ به اهڙيون تبديليون نظر اچي رهيون آهن.: [146, 1052, 276, 1109]
- column-right: [6, 199, 551, 1912]
- photo-lutuf-ali-halo: [1031, 290, 1139, 382]
- photo-zara-shaikh: [1063, 933, 1139, 1025]
- para: پاڻي جو معاملو اُهو آهي جيڪو ته سنڌ جي مختلف ضلعن ۽ ويتر تفصيل سان بيان ڪرڻو پوندو، جڏهن ته ڪوٽا جي معيار واري تقسيم سنڌ جي ان معاملي ۽ وڌيڪ خراب ڪري ڇڏيو آهي.: [972, 677, 1139, 722]
- staff-role: ايگزيڪيوٽو ڊائريڪٽر: [305, 20, 360, 29]
- photo-caption: تحريڪ جي اڳواڻ: [1070, 1354, 1114, 1362]
- para: رسول بخش پليجو پاڪستان ۽ سنڌ جي سياسي شخصيت هئي جنهن ملڪ طلباء تحريڪ سنڌي هارين ۽ تحريڪ جي اڳواڻي ڪئي. هن 1989 ۽ 1990 ۽ ۽ وري پليجو پارٽي جي 1991 ۽ 1995 ۽ پاڪستان جي پارٽي جي 2017 ۽ سنڌي قومي تحريڪ ۾ شامل رهيو.: [798, 1266, 1040, 1311]
- marketing-email[interactable]: marketingawamiawaz@Gmail.com: [759, 99, 873, 109]
- para: ڪراچي شهر سماجي ۽ معاشي تبديلين، آبادي جي واڌ، نظام جي مسئلن جهڙي ريت غير معمولي شهري منصوبابندي، ڊيموگرافڪ دٻاءَ ۽ غير موثر عدالتي نظام ۽ بهتر پوليسنگ ڪري هي شهر جئن ڏوهارين جي پناهه گاهه بڻجي ويو آهي.: [18, 529, 275, 562]
- para: اسان جي هڪ واحد ڌرتي جي خرچ ڪرڻ لاءِ پوندو چو ته ان ڪائنات ۽ ڪوبه ڪو ٻيو سيارو ناهي جتي زندگي موجود هجي.: [206, 625, 393, 659]
- para: اسان کي پنهنجي طرز زندگي ۾ تبديلي آڻڻ جي ضرورت آهي. وڻ پوکڻ، پاڻي جي بچاءَ ۽ توانائي جي مناسب استعمال سان اسين هن مسئلي کي گهٽائي سگهون ٿا.: [146, 842, 276, 899]
- divider: [563, 812, 788, 815]
- para: "وقت شناس" عجز تمام وقت سدائين هڪجهڙو ناهي رهندو. سياستدانن جو رخ مٽائي سگهن ٿا. هي جمهوريت جو حسن آهي ته هتي ڪوبه ڌڻي لاءِ سياسي ۽ غير سياسي گهرجي.: [563, 1036, 788, 1070]
- para: اسلام آباد ۾ ٿيندڙ تازيون سياسي تبديليون هڪ نئين دور جي شروعات آهن. عمران خان جي پارٽي جو مستقبل ڇا ٿيندو، ان بابت ڪجهه چئي نٿو سگهجي.: [563, 1317, 788, 1350]
- para: شهر جي مختلف علائقن ۾ فائرنگ جي واقعن ۾ 5 هلندڙ سال جي دوران قيمتي جانيون ضايع ٿيون. پوليس جي رپورٽ موجب اڪثر واقعا رات جي وقت پيش آيا.: [372, 374, 545, 408]
- para: سعودي عرب جي اعلان مطابق هو پنهنجي پيداوار ۾ 10 لک بيرل روزانو جي گهٽتائي ڪندو. هي فيصلو جولاءِ مهيني کان لاڳو ٿيندو.: [563, 1622, 788, 1644]
- photo-tehreek-leader: [1045, 1225, 1139, 1353]
- para: جولاءِ 10 جون 2021 ۽ تي لڳندڙ ريڪارڊ گرمي اسان کي ان ڳالهه جو احساس ڏياريو ته موسمي تبديلي هڪ حقيقت آهي.: [281, 1014, 411, 1059]
- lead-article-headline: سنڌ سميت پڇڙيءَ جي علائقن مِ پاڻيءَ جي منصفاڻي ورڇ جو سوال: [801, 204, 1136, 283]
- staff-role: جوائنٽ ايگزيڪيوٽو ايڊيٽر: [995, 22, 1062, 31]
- author-photo-yasir-wrap: [12, 1137, 104, 1241]
- contact-row: [216, 61, 1144, 124]
- column-left: [793, 199, 1144, 1912]
- para: تازو عمران خان جي سياسي وزن جو اندازو لڳائي سگهجي ٿو ته هو ڪيترو وقت سياسي ميدان ۾ بيهي سگهندو. ان ڳالهه جو جواب وقت ئي ڏيندو.: [563, 1279, 788, 1312]
- para: اسان جي هڪ واحد ڌرتي جي خرچ ڪرڻ لاءِ پوندو چو ته ان ڪائنات ۽ ڪوبه ڪو ٻيو سيارو ناهي جتي زندگي موجود هجي.: [12, 1003, 141, 1047]
- para: شهرين جي مطالبي تي پوليس جي گشت ۾ اضافو ڪيو ويو آهي، تنهن هوندي به وارداتن ۾ ڪمي نه آئي آهي.: [192, 287, 365, 320]
- para: هن جي لکيل ڪتابن سنڌي ادب ۽ هڪ وڏو ڀاڱو آهن، جن ۾ سياسي، سماجي ۽ ثقافتي موضوعن تي لکيل مواد شامل آهي.: [798, 1380, 1139, 1402]
- para: رسول بخش پليجو پاڪستان ۽ سنڌ جي سياسي شخصيت هئي جنهن ملڪ طلباء تحريڪ سنڌي هارين ۽ تحريڪ جي اڳواڻي ڪئي. هن 1989 ۽ 1990 ۽ ۽ وري پليجو پارٽي جي 1991 ۽ 1995 ۽ پاڪستان جي پارٽي جي 2017 ۽ سنڌي قومي تحريڪ ۾ شامل رهيو.: [798, 1485, 1140, 1518]
- para: شهر جي مختلف علائقن ۾ فائرنگ جي واقعن ۾ 5 هلندڙ سال جي دوران قيمتي جانيون ضايع ٿيون. پوليس جي رپورٽ موجب اڪثر واقعا رات جي وقت پيش آيا.: [12, 287, 185, 320]
- para: سمنڊ دنيا جي ماحولياتي نظام جو سڀ کان اهم حصو آهن. انهن ۾ موجود حياتياتي تنوع ڌرتي تي زندگي جي بقا لاءِ ضروري آهي.: [12, 1268, 185, 1301]
- karachi-crime-closing-box: [12, 524, 545, 581]
- list-item: ✺ مون سون جي برسات جي پاڻيءَ ڪي جمع ڪرڻ جا جديد آباد ورتا وڃن.: [798, 856, 1139, 869]
- para: ڪراچي شهر سماجي ۽ معاشي تبديلين، آبادي جي واڌ، نظام جي مسئلن جهڙي ريت غير معمولي شهري منصوبابندي، ڊيموگرافڪ دٻاءَ ۽ غير موثر عدالتي نظام ۽ بهتر پوليسنگ ڪري هي شهر جئن ڏوهارين جي پناهه گاهه بڻجي ويو آهي.: [192, 351, 365, 408]
- address-hyderabad: حيدرآباد آفيس: بنگلو نمبر A-68 فراز ولاس فيز 3، قاسم آباد حيدرآباد فون: 022-2655884: [6, 140, 551, 154]
- para: دنيا جي تيل پيدا ڪندڙ وڏن ملڪن جي تنظيم اوپيڪ پلس جي اجلاس ۾ فيصلو ڪيو ويو آهي ته تيل جي پيداوار ۾ گهٽتائي ڪئي ويندي. هن فيصلي سبب عالمي مارڪيٽ ۾ تيل جون قيمتون وڌي سگهن ٿيون.: [563, 1894, 788, 1927]
- divider: [563, 1395, 788, 1398]
- newsroom-label: نيوز روم:: [451, 84, 474, 92]
- divider: [798, 875, 1139, 878]
- para: سنڌي عوامي تحريڪ (ANP) 1988 ۽ 1990 ۽ ۽ 1986 ۽ جي دور ۾ اهم ڪردار ادا ڪيو.: [798, 1354, 1039, 1375]
- para: پاڪستان دنيا جي انهن ملڪن ۾ شامل آهي جيڪي موسمي تبديلي کان سڀ کان وڌيڪ متاثر ٿين ٿا. 2022 ۽ جي ٻوڏ ان جو هڪ وڏو مثال آهي.: [416, 792, 545, 837]
- opec-logo: OPEC: [576, 1516, 636, 1562]
- para: جولاءِ 10 جون 2021 ۽ تي لڳندڙ ريڪارڊ گرمي اسان کي ان ڳالهه جو احساس ڏياريو ته موسمي تبديلي هڪ حقيقت آهي.: [12, 652, 199, 685]
- para: 1991 ۽ 1991 ۽ جي معاهدي تحت پاڻي جي تقسيم جو معيار مقرر ڪيو ويو، پر ان کان پوءِ به صوبن جي وچ ۾ تڪرار هلندو رهيو آهي.: [563, 623, 788, 644]
- newsroom-email[interactable]: awamiawazkhi@Gmail.com: [770, 87, 862, 97]
- ocean-pull-quote: موسمُون منحصر سيئي هن تي، تنهنڪرَي دل زمينَ جِي – ساگر معدني گنجَ آهه ۽ اڻ کٽ، عين آبي حيات جو آ گهر: [110, 1141, 395, 1258]
- contact-emails-cell: [488, 61, 1144, 124]
- para: پليجو صاحب عوامي تحريڪ جو باني هو، جنهن سنڌ ۽ ڪيترن ئي سياسي تحريڪن جي اڳواڻي ڪئي. هن سنڌ جي حقن ۽ جدوجهد ڪئي ۽ سنڌي ٻولي، ثقافت ۽ تاريخ تي تمام گهڻو ڪم ڪيو.: [798, 1433, 1139, 1454]
- staff-role: ڊپٽي ايڊيٽر: [257, 79, 286, 88]
- para: هن جي لکيل ڪتابن سنڌي ادب ۽ هڪ وڏو ڀاڱو آهن، جن ۾ سياسي، سماجي ۽ ثقافتي موضوعن تي لکيل مواد شامل آهي.: [798, 1182, 965, 1215]
- dateline-swatch: [509, 173, 543, 195]
- para: هي تصوير سنڌ جي قومي تحريڪ جي هڪ اهم شخصيت جي آهي جنهن پنهنجي سڄي زندگي سنڌ جي حقن لاءِ جدوجهد ۾ گذاري.: [798, 1225, 1039, 1247]
- para: ڪوٽا جي معاملي ۽ ان جي ورڇ تي گهڻو ڪجهه چيو ويو آهي، تنهن هوندي به ڪوٽا جو تعين مختلف وقتن ۽ مختلف ادارن پاران مختلف نموني ڪيو ويو آهي.: [798, 723, 965, 768]
- subhead: احتجاج جو سلسلو: [1017, 788, 1084, 798]
- masthead-sindhi-title: عوامي آواز: [84, 28, 216, 115]
- masthead: [6, 6, 1144, 126]
- para: "وقت شناس" عجز تمام وقت سدائين هڪجهڙو ناهي رهندو. سياستدانن جو رخ مٽائي سگهن ٿا. هي جمهوريت جو حسن آهي ته هتي ڪوبه ڌڻي لاءِ سياسي ۽ غير سياسي گهرجي.: [563, 1215, 788, 1248]
- para: گرمي جي شدت ۾ ٿيندڙ اضافو ۽ موسمي تبديلي اسان جي زندگي تي سڌو اثر وجهي رهي آهي. گلوبل وارمنگ سبب دنيا جي ٻين حصن ۾ به اهڙيون تبديليون نظر اچي رهيون آهن.: [281, 1064, 411, 1120]
- para: مولانا فضل الرحمان ۽ پيپلز پارٽي جي اتحاد پاڪستاني سياست ۾ نئون رخ اختيار ڪيو آهي. صدر آصف علي زرداري سان گڏ هلڻ وارن جي لسٽ وڌندي پئي وڃي.: [563, 1355, 788, 1388]
- para: پاڪستان دنيا جي انهن ملڪن ۾ شامل آهي جيڪي موسمي تبديلي کان سڀ کان وڌيڪ متاثر ٿين ٿا. 2022 ۽ جي ٻوڏ ان جو هڪ وڏو مثال آهي.: [146, 719, 276, 764]
- masthead-corner-mark: عو: [12, 10, 38, 28]
- para: هونئن ته سڄي سنڌ ۽ پاڻيءَ جو بحران شدت اختيار ڪري چڪو آهي پر لاڳاپيل ڌرين جي مختلف ضلعن ۽ پاڻيءَ جي ڪوٽا ۽ پاڻيءَ جي ورڇ جي مقامي هارين، نئين آباديءَ گهرائن ۽ شهرين تي ويٺي بيچيني ۽ بيزاري ۽ ڪروڌ ڪي جنسيو آهي جنهن سبب مختلف علائقن ۽ پاڻي ڪوٽا تي گهرائڻي آبادي ۽ شهرين جي ڀاڻ مراد تحرڪ مِ ڪاٺي سنڌ ۽ هر وقت ڪنڊن تي رهيو آهي.: [563, 649, 788, 717]
- article-weather-intro: [12, 625, 393, 688]
- dateline-bar: [6, 169, 551, 199]
